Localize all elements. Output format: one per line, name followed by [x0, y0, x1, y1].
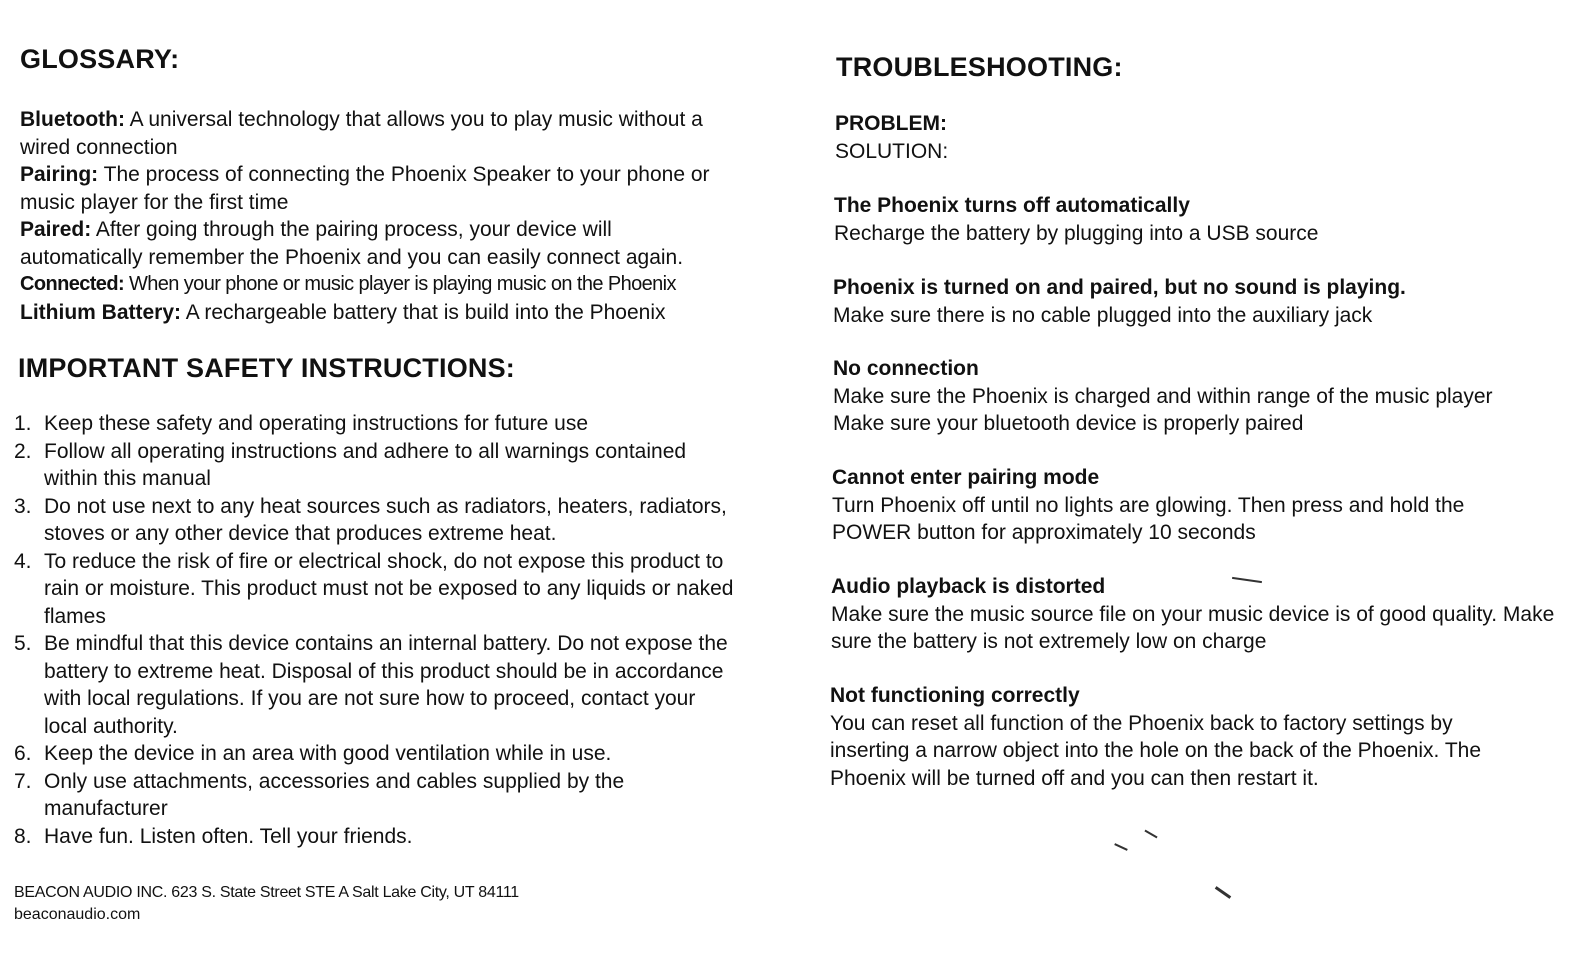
scan-speck: [1144, 830, 1157, 839]
solution-text: Recharge the battery by plugging into a USB source: [834, 221, 1319, 245]
solution-text: You can reset all function of the Phoenix back to factory settings by inserting a narrow object into the hole on the back of the Phoenix. The Phoenix will be turned off and you can then restart it.: [830, 711, 1482, 790]
glossary-definition: After going through the pairing process, your device will automatically remember the Phoenix and you can easily connect again.: [20, 218, 684, 269]
glossary-entry-paired: [20, 216, 730, 271]
solution-text: Turn Phoenix off until no lights are glowing. Then press and hold the POWER button for approximately 10 seconds: [832, 493, 1465, 544]
problem-solution-legend: [835, 110, 1555, 165]
problem-title: Phoenix is turned on and paired, but no sound is playing.: [833, 276, 1406, 299]
problem-title: Cannot enter pairing mode: [832, 466, 1100, 489]
troubleshooting-item: [833, 355, 1533, 438]
safety-item: [14, 630, 740, 740]
safety-item-text: Keep the device in an area with good ventilation while in use.: [44, 742, 612, 765]
company-website: beaconaudio.com: [14, 906, 141, 923]
safety-item-number: 7.: [14, 769, 32, 793]
glossary-entry-connected: [20, 271, 730, 299]
troubleshooting-item: [830, 682, 1530, 792]
solution-text: Make sure the Phoenix is charged and within range of the music player Make sure your bluetooth device is properly paired: [833, 384, 1493, 435]
safety-item: [14, 548, 740, 631]
problem-title: The Phoenix turns off automatically: [834, 194, 1190, 217]
company-footer: [14, 882, 519, 926]
scan-speck: [1114, 843, 1128, 851]
glossary-entry-bluetooth: [20, 106, 730, 161]
safety-item: [14, 410, 740, 438]
safety-heading: IMPORTANT SAFETY INSTRUCTIONS:: [18, 353, 515, 383]
troubleshooting-item: [831, 573, 1556, 656]
troubleshooting-item: [833, 274, 1553, 329]
solution-text: Make sure the music source file on your music device is of good quality. Make sure the battery is not extremely low on charge: [831, 602, 1555, 653]
troubleshooting-heading: TROUBLESHOOTING:: [836, 52, 1123, 82]
scan-speck: [1215, 886, 1231, 899]
glossary-term: Pairing:: [20, 163, 99, 186]
solution-text: Make sure there is no cable plugged into the auxiliary jack: [833, 303, 1373, 327]
glossary-entry-pairing: [20, 161, 730, 216]
glossary-term: Paired:: [20, 218, 92, 241]
troubleshooting-item: [834, 192, 1554, 247]
safety-item-text: Keep these safety and operating instructions for future use: [44, 412, 589, 435]
safety-item-text: Do not use next to any heat sources such as radiators, heaters, radiators, stoves or any other device that produces extreme heat.: [44, 494, 727, 545]
safety-item-number: 1.: [14, 412, 32, 435]
problem-title: No connection: [833, 357, 979, 380]
glossary-term: Lithium Battery:: [20, 300, 182, 324]
safety-item-number: 4.: [14, 549, 32, 573]
glossary-definition: When your phone or music player is playing music on the Phoenix: [124, 273, 676, 295]
safety-item-text: Be mindful that this device contains an internal battery. Do not expose the battery to extreme heat. Disposal of this product should be in accordance with local regulations. If you are not sure how to proceed, contact your local authority.: [44, 632, 728, 738]
safety-item-text: Have fun. Listen often. Tell your friends.: [44, 824, 413, 848]
company-address: BEACON AUDIO INC. 623 S. State Street STE A Salt Lake City, UT 84111: [14, 884, 519, 901]
glossary-definition: The process of connecting the Phoenix Speaker to your phone or music player for the first time: [20, 163, 710, 214]
safety-instructions-list: [14, 410, 740, 850]
safety-item-number: 6.: [14, 742, 32, 765]
safety-item: [14, 823, 740, 851]
safety-item-number: 8.: [14, 824, 32, 848]
safety-item-text: Only use attachments, accessories and cables supplied by the manufacturer: [44, 769, 625, 820]
safety-item: [14, 740, 740, 768]
safety-item: [14, 768, 740, 823]
solution-label: SOLUTION:: [835, 139, 949, 163]
safety-item: [14, 493, 740, 548]
safety-item: [14, 438, 740, 493]
problem-title: Audio playback is distorted: [831, 575, 1106, 598]
glossary-heading: GLOSSARY:: [20, 44, 180, 74]
safety-item-number: 5.: [14, 632, 32, 655]
safety-item-text: To reduce the risk of fire or electrical shock, do not expose this product to rain or moisture. This product must not be exposed to any liquids or naked flames: [44, 549, 734, 628]
safety-item-text: Follow all operating instructions and adhere to all warnings contained within this manual: [44, 439, 687, 490]
safety-item-number: 3.: [14, 494, 32, 518]
glossary-definition: A rechargeable battery that is build into the Phoenix: [181, 300, 666, 324]
safety-item-number: 2.: [14, 439, 32, 463]
glossary-definition: A universal technology that allows you to play music without a wired connection: [20, 108, 703, 159]
problem-title: Not functioning correctly: [830, 684, 1080, 707]
glossary-entry-lithium-battery: [20, 299, 730, 327]
troubleshooting-item: [832, 464, 1512, 547]
problem-label: PROBLEM:: [835, 112, 947, 135]
glossary-term: Bluetooth:: [20, 108, 125, 131]
glossary-term: Connected:: [20, 273, 125, 295]
glossary-list: [20, 106, 730, 326]
